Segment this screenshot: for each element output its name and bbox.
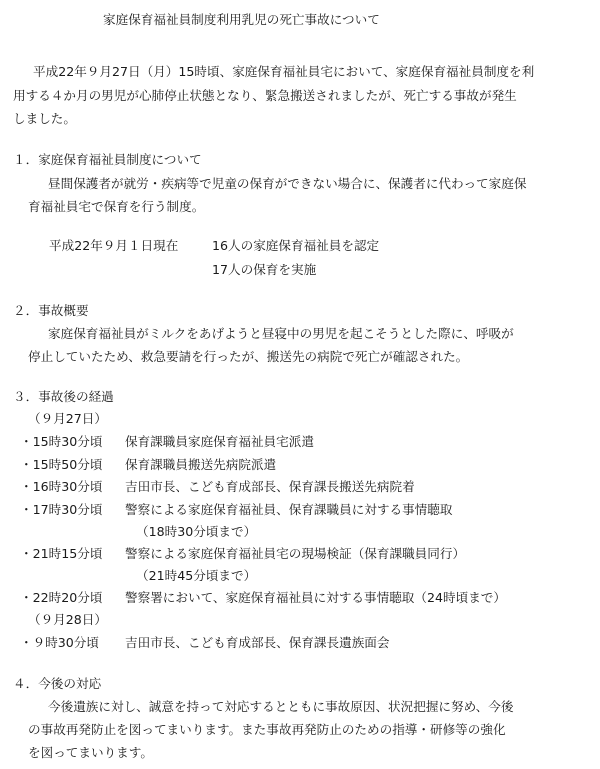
timeline-text: 保育課職員家庭保育福祉員宅派遣 bbox=[125, 434, 314, 449]
section2-line-1: 家庭保育福祉員がミルクをあげようと昼寝中の男児を起こそうとした際に、呼吸が bbox=[48, 326, 514, 341]
section3-date-2: （９月28日） bbox=[28, 612, 107, 627]
section1-status-date: 平成22年９月１日現在 bbox=[49, 238, 179, 253]
timeline-time: ・16時30分頃 bbox=[20, 479, 103, 494]
section1-line-2: 育福祉員宅で保育を行う制度。 bbox=[28, 199, 205, 214]
timeline-text: 吉田市長、こども育成部長、保育課長遺族面会 bbox=[125, 635, 390, 650]
section2-line-2: 停止していたため、救急要請を行ったが、搬送先の病院で死亡が確認された。 bbox=[28, 349, 469, 364]
document-title: 家庭保育福祉員制度利用乳児の死亡事故について bbox=[103, 12, 380, 27]
section4-line-1: 今後遺族に対し、誠意を持って対応するとともに事故原因、状況把握に努め、今後 bbox=[48, 699, 514, 714]
timeline-time: ・22時20分頃 bbox=[20, 590, 103, 605]
intro-line-3: しました。 bbox=[13, 111, 76, 126]
timeline-time: ・15時30分頃 bbox=[20, 434, 103, 449]
section4-heading: ４．今後の対応 bbox=[13, 676, 102, 691]
timeline-subtext: （18時30分頃まで） bbox=[136, 524, 257, 539]
timeline-text: 吉田市長、こども育成部長、保育課長搬送先病院着 bbox=[125, 479, 415, 494]
timeline-time: ・９時30分頃 bbox=[20, 635, 99, 650]
section4-line-2: の事故再発防止を図ってまいります。また事故再発防止のための指導・研修等の強化 bbox=[28, 722, 506, 737]
timeline-time: ・17時30分頃 bbox=[20, 502, 103, 517]
section1-status-1: 16人の家庭保育福祉員を認定 bbox=[212, 238, 380, 253]
timeline-time: ・15時50分頃 bbox=[20, 457, 103, 472]
timeline-time: ・21時15分頃 bbox=[20, 546, 103, 561]
section3-date-1: （９月27日） bbox=[28, 411, 107, 426]
intro-line-2: 用する４か月の男児が心肺停止状態となり、緊急搬送されましたが、死亡する事故が発生 bbox=[13, 88, 517, 103]
timeline-subtext: （21時45分頃まで） bbox=[136, 568, 257, 583]
section3-heading: ３．事故後の経過 bbox=[13, 389, 114, 404]
section1-status-2: 17人の保育を実施 bbox=[212, 262, 317, 277]
section1-heading: １．家庭保育福祉員制度について bbox=[13, 152, 202, 167]
intro-line-1: 平成22年９月27日（月）15時頃、家庭保育福祉員宅において、家庭保育福祉員制度を利 bbox=[33, 64, 535, 79]
section4-line-3: を図ってまいります。 bbox=[28, 745, 153, 760]
timeline-text: 警察による家庭保育福祉員、保育課職員に対する事情聴取 bbox=[125, 502, 453, 517]
section2-heading: ２．事故概要 bbox=[13, 303, 89, 318]
section1-line-1: 昼間保護者が就労・疾病等で児童の保育ができない場合に、保護者に代わって家庭保 bbox=[48, 176, 527, 191]
timeline-text: 保育課職員搬送先病院派遣 bbox=[125, 457, 277, 472]
timeline-text: 警察による家庭保育福祉員宅の現場検証（保育課職員同行） bbox=[125, 546, 466, 561]
timeline-text: 警察署において、家庭保育福祉員に対する事情聴取（24時頃まで） bbox=[125, 590, 506, 605]
